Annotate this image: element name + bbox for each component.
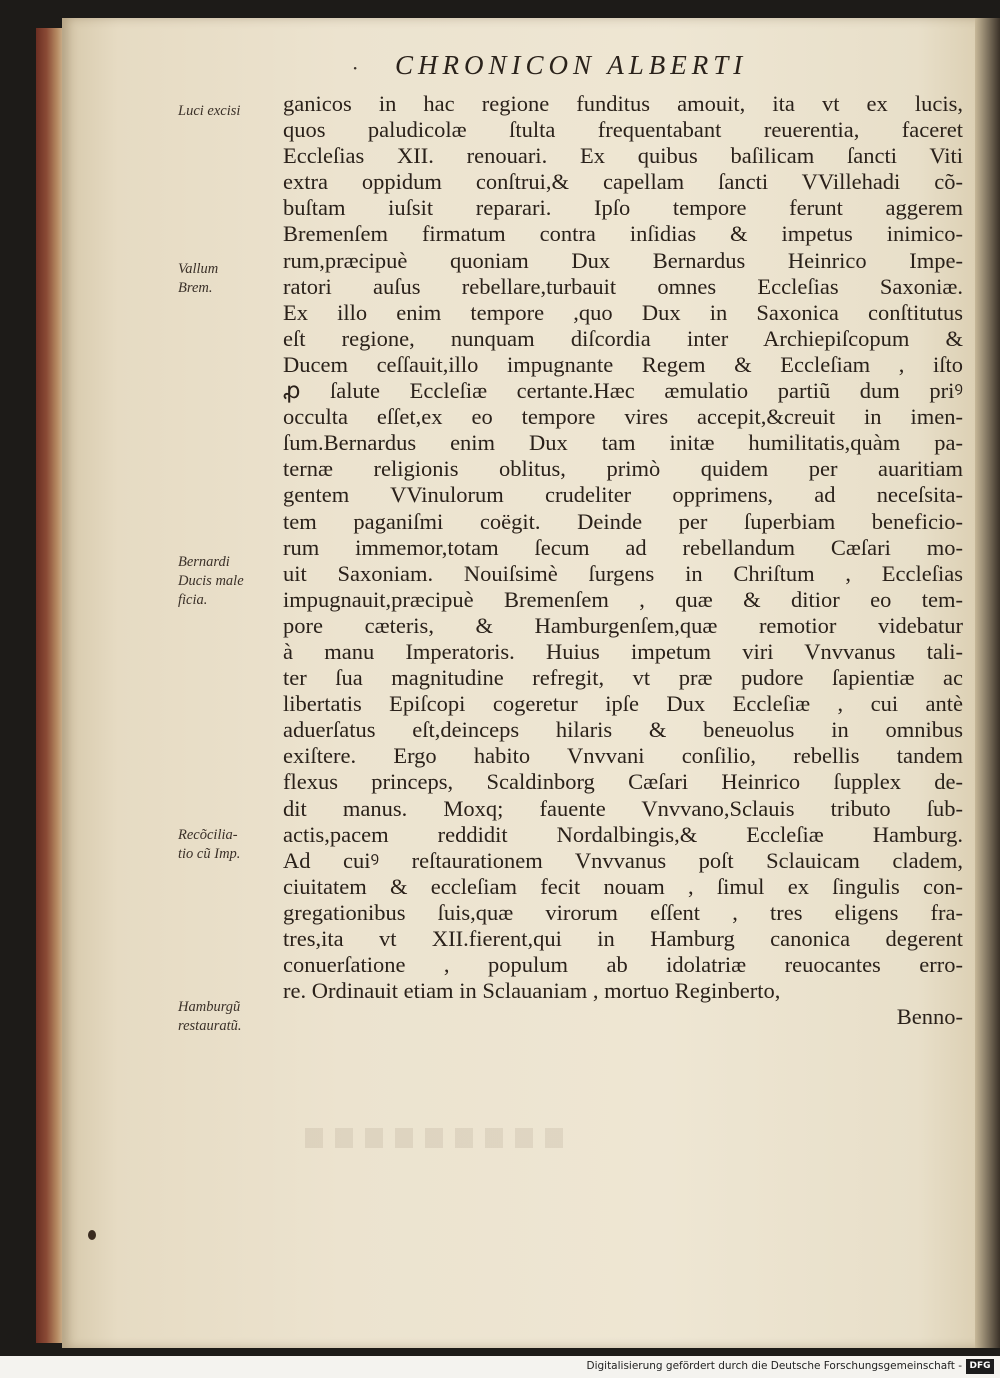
running-head: CHRONICON ALBERTI (395, 50, 748, 80)
text-line: ſum.Bernardus enim Dux tam initæ humilitatis,quàm pa- (283, 430, 963, 456)
catchword: Benno- (896, 1004, 963, 1030)
text-line: gentem VVinulorum crudeliter opprimens, ad neceſsita- (283, 482, 963, 508)
margin-note-line: Bernardi (178, 554, 230, 570)
footer-bar (0, 1356, 1000, 1378)
text-line: pore cæteris, & Hamburgenſem,quæ remotior videbatur (283, 612, 963, 638)
ornament-dot: · (352, 56, 359, 80)
ink-blot (88, 1230, 96, 1240)
text-line: rum,præcipuè quoniam Dux Bernardus Heinrico Impe- (283, 247, 963, 273)
text-line: aduerſatus eſt,deinceps hilaris & beneuolus in omnibus (283, 717, 963, 743)
margin-note-line: Luci excisi (178, 103, 241, 119)
text-line: ganicos in hac regione funditus amouit, ita vt ex lucis, (283, 91, 963, 116)
text-line: conuerſatione , populum ab idolatriæ reuocantes erro- (283, 952, 963, 978)
show-through-text (305, 1128, 565, 1148)
text-line: uit Saxoniam. Nouiſsimè ſurgens in Chriſtum , Eccleſias (283, 560, 963, 586)
text-line: ꝓ ſalute Eccleſiæ certante.Hæc æmulatio partiũ dum priꝰ (283, 378, 963, 404)
body-text (283, 91, 963, 1030)
text-line: eſt regione, nunquam diſcordia inter Archiepiſcopum & (283, 325, 963, 351)
text-line: ternæ religionis oblitus, primò quidem per auaritiam (283, 456, 963, 482)
text-line: dit manus. Moxq; fauente Vnvvano,Sclauis tributo ſub- (283, 795, 963, 821)
text-line: ter ſua magnitudine refregit, vt præ pudore ſapientiæ ac (283, 665, 963, 691)
footer-credit: Digitalisierung gefördert durch die Deutsche Forschungsgemeinschaft - (586, 1360, 962, 1372)
text-line: à manu Imperatoris. Huius impetum viri Vnvvanus tali- (283, 638, 963, 664)
margin-note-line: Ducis male (178, 573, 244, 589)
text-line: exiſtere. Ergo habito Vnvvani conſilio, rebellis tandem (283, 743, 963, 769)
text-line: quos paludicolæ ſtulta frequentabant reuerentia, faceret (283, 117, 963, 143)
text-line: libertatis Epiſcopi cogeretur ipſe Dux Eccleſiæ , cui antè (283, 691, 963, 717)
margin-note-bernardi (178, 553, 244, 610)
text-line: Bremenſem firmatum contra inſidias & impetus inimico- (283, 221, 963, 247)
margin-note-line: Hamburgũ (178, 999, 241, 1015)
margin-note-reconciliatio (178, 826, 240, 864)
text-line: Ad cuiꝰ reſtaurationem Vnvvanus poſt Sclauicam cladem, (283, 847, 963, 873)
text-line: Eccleſias XII. renouari. Ex quibus baſilicam ſancti Viti (283, 143, 963, 169)
text-line: Ex illo enim tempore ,quo Dux in Saxonica conſtitutus (283, 299, 963, 325)
text-line: re. Ordinauit etiam in Sclauaniam , mortuo Reginberto, (283, 978, 781, 1004)
text-line: tres,ita vt XII.fierent,qui in Hamburg canonica degerent (283, 926, 963, 951)
text-line: occulta eſſet,ex eo tempore vires accepit,&creuit in imen- (283, 404, 963, 430)
text-line: actis,pacem reddidit Nordalbingis,& Eccleſiæ Hamburg. (283, 821, 963, 847)
text-line: Ducem ceſſauit,illo impugnante Regem & Eccleſiam , iſto (283, 351, 963, 377)
text-line: impugnauit,præcipuè Bremenſem , quæ & ditior eo tem- (283, 586, 963, 612)
margin-note-line: Vallum (178, 261, 219, 277)
margin-note-line: tio cũ Imp. (178, 846, 241, 862)
gutter-shadow (975, 18, 1000, 1348)
text-line: extra oppidum conſtrui,& capellam ſancti VVillehadi cõ- (283, 169, 963, 195)
margin-note-vallum (178, 260, 218, 298)
text-line: ratori auſus rebellare,turbauit omnes Eccleſias Saxoniæ. (283, 273, 963, 299)
text-line: rum immemor,totam ſecum ad rebellandum Cæſari mo- (283, 534, 963, 560)
dfg-logo-icon: DFG (966, 1359, 994, 1374)
text-line: gregationibus ſuis,quæ virorum eſſent , tres eligens fra- (283, 899, 963, 925)
margin-note-line: ficia. (178, 592, 208, 608)
text-line: ciuitatem & eccleſiam fecit nouam , ſimul ex ſingulis con- (283, 873, 963, 899)
margin-note-line: Brem. (178, 280, 213, 296)
margin-note-hamburgum (178, 998, 242, 1036)
margin-note-line: Recõcilia- (178, 827, 238, 843)
text-line: buſtam iuſsit reparari. Ipſo tempore ferunt aggerem (283, 195, 963, 221)
text-line: flexus princeps, Scaldinborg Cæſari Heinrico ſupplex de- (283, 769, 963, 795)
text-line: tem paganiſmi coëgit. Deinde per ſuperbiam beneficio- (283, 508, 963, 534)
margin-note-line: restauratũ. (178, 1018, 242, 1034)
margin-note-luci (178, 102, 240, 121)
